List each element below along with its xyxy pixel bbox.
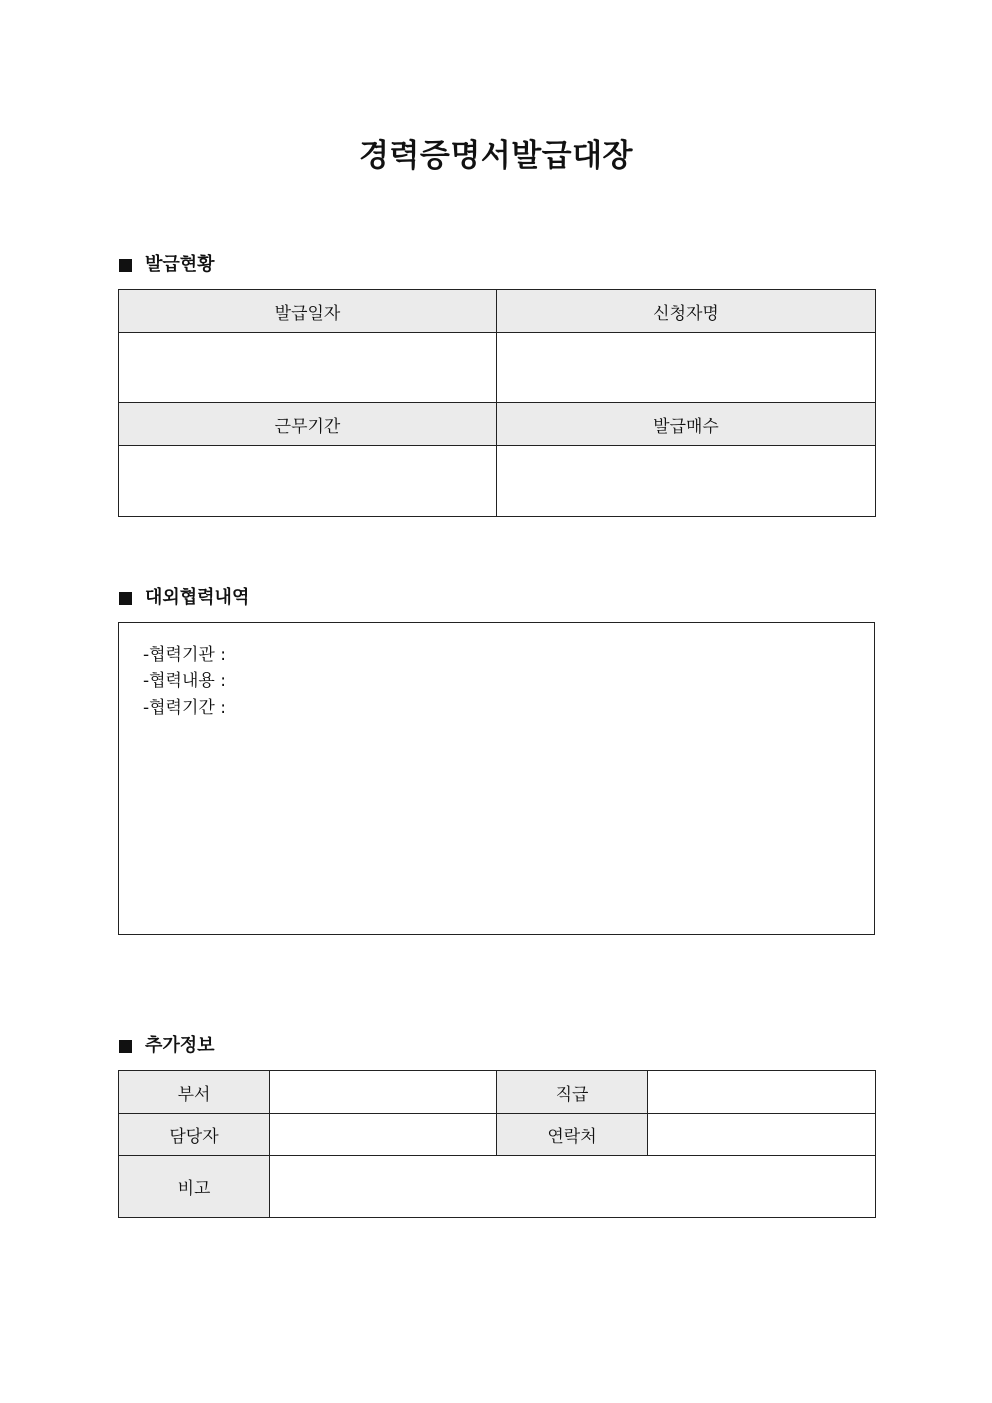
square-bullet-icon (119, 1040, 132, 1053)
manager-label: 담당자 (119, 1114, 270, 1156)
additional-info-heading-text: 추가정보 (145, 1035, 215, 1056)
square-bullet-icon (119, 592, 132, 605)
additional-info-heading (119, 1033, 215, 1059)
issue-date-label: 발급일자 (119, 290, 497, 333)
cooperation-details-box[interactable] (118, 622, 875, 935)
cooperation-content-line: -협력내용 : (143, 671, 226, 691)
table-row (119, 446, 876, 517)
document-title: 경력증명서발급대장 (358, 138, 633, 174)
issuance-status-table (118, 289, 876, 517)
issuance-status-heading-text: 발급현황 (145, 254, 215, 275)
additional-info-table (118, 1070, 876, 1218)
department-label: 부서 (119, 1071, 270, 1114)
applicant-name-field[interactable] (497, 333, 876, 403)
cooperation-heading-text: 대외협력내역 (145, 587, 250, 608)
issuance-status-heading (119, 252, 215, 278)
position-label: 직급 (497, 1071, 648, 1114)
manager-field[interactable] (270, 1114, 497, 1156)
contact-label: 연락처 (497, 1114, 648, 1156)
table-row (119, 1156, 876, 1218)
position-field[interactable] (648, 1071, 876, 1114)
table-row (119, 403, 876, 446)
remarks-label: 비고 (119, 1156, 270, 1218)
partner-organization-line: -협력기관 : (143, 645, 226, 665)
table-row (119, 333, 876, 403)
cooperation-heading (119, 585, 249, 611)
work-period-field[interactable] (119, 446, 497, 517)
issue-date-field[interactable] (119, 333, 497, 403)
copies-issued-label: 발급매수 (497, 403, 876, 446)
applicant-name-label: 신청자명 (497, 290, 876, 333)
department-field[interactable] (270, 1071, 497, 1114)
table-row (119, 1114, 876, 1156)
table-row (119, 290, 876, 333)
cooperation-period-line: -협력기간 : (143, 698, 226, 718)
contact-field[interactable] (648, 1114, 876, 1156)
square-bullet-icon (119, 259, 132, 272)
copies-issued-field[interactable] (497, 446, 876, 517)
remarks-field[interactable] (270, 1156, 876, 1218)
table-row (119, 1071, 876, 1114)
work-period-label: 근무기간 (119, 403, 497, 446)
